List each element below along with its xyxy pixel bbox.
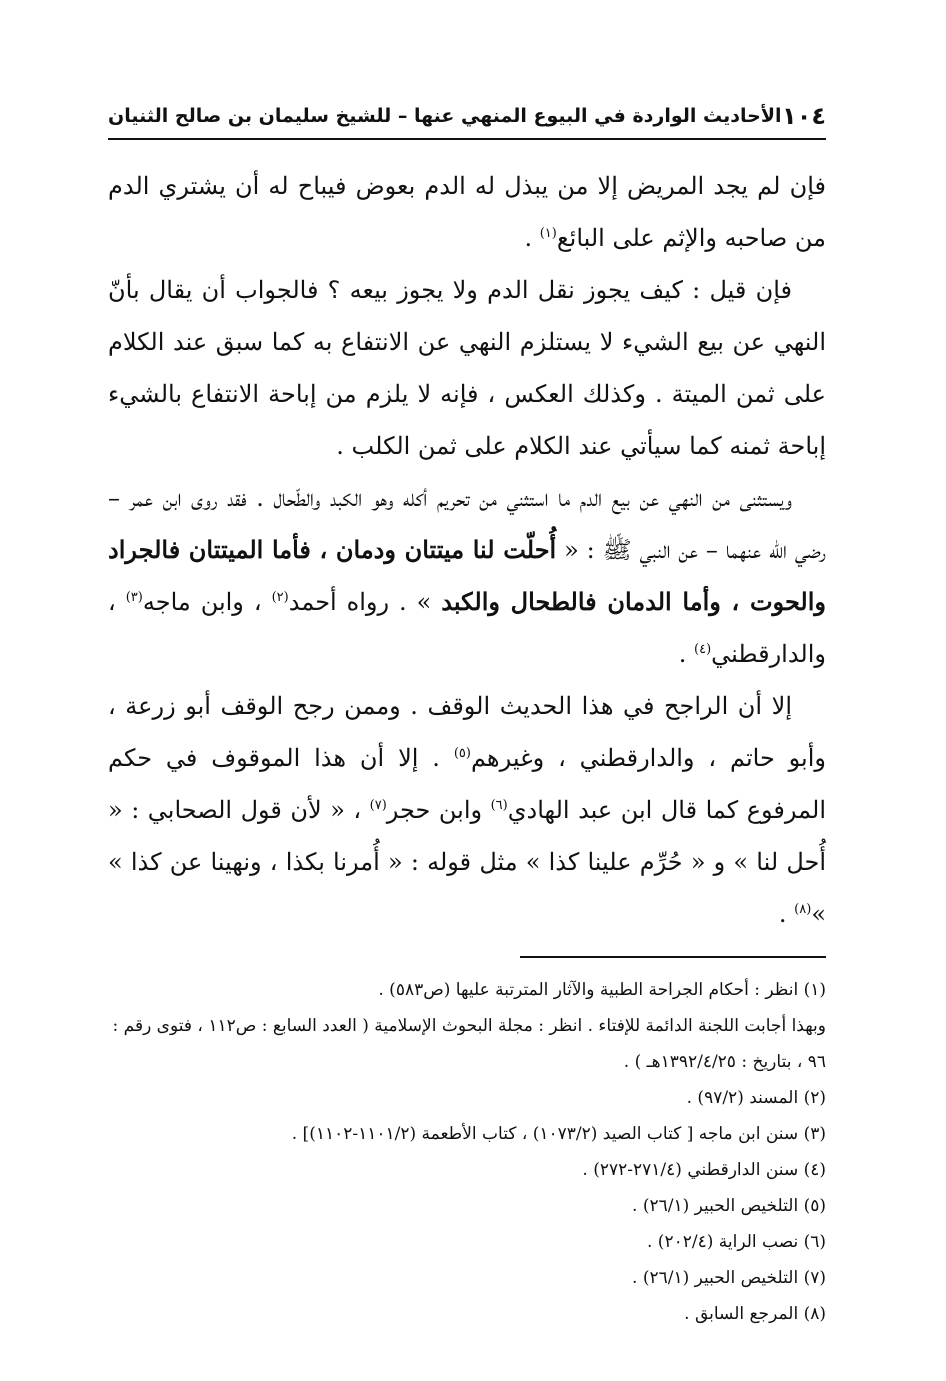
footnote-1-continuation: وبهذا أجابت اللجنة الدائمة للإفتاء . انظر : مجلة البحوث الإسلامية ( العدد السابع : ص١١٢ ، فتوى رقم : ٩٦ ، بتاريخ : ١٣٩٢/٤/٢٥هـ ) .	[112, 1016, 826, 1072]
hadith-text: أُحلّت لنا ميتتان ودمان ، فأما الميتتان فالجراد والحوت ، وأما الدمان فالطحال والكبد	[108, 535, 827, 616]
footnote-ref-8[interactable]: (٨)	[794, 902, 812, 917]
paragraph-2-text: فإن قيل : كيف يجوز نقل الدم ولا يجوز بيعه ؟ فالجواب أن يقال بأنّ النهي عن بيع الشيء لا يستلزم النهي عن الانتفاع به كما سبق عند الكلام على ثمن الميتة . وكذلك العكس ، فإنه لا يلزم من إباحة الانتفاع بالشيء إباحة ثمنه كما سيأتي عند الكلام على ثمن الكلب .	[108, 276, 826, 460]
paragraph-3	[108, 472, 826, 680]
paragraph-3-end: .	[678, 640, 695, 668]
running-title: الأحاديث الواردة في البيوع المنهي عنها – للشيخ سليمان بن صالح الثنيان	[108, 105, 782, 127]
book-page	[108, 96, 826, 1332]
paragraph-4-end: .	[778, 900, 795, 928]
paragraph-4	[108, 680, 826, 940]
paragraph-3-source: » . رواه أحمد	[288, 588, 442, 616]
footnote-ref-1[interactable]: (١)	[539, 226, 557, 241]
footnote-ref-4[interactable]: (٤)	[694, 642, 712, 657]
footnote-ref-2[interactable]: (٢)	[271, 590, 289, 605]
footnote-2: (٢) المسند (٩٧/٢) .	[686, 1088, 826, 1108]
footnote-8: (٨) المرجع السابق .	[684, 1304, 826, 1324]
footnote-1: (١) انظر : أحكام الجراحة الطبية والآثار المترتبة عليها (ص٥٨٣) .	[378, 980, 826, 1000]
footnote-6: (٦) نصب الراية (٢٠٢/٤) .	[647, 1232, 826, 1252]
paragraph-3-intro: ويستثنى من النهي عن بيع الدم ما استثني من تحريم أكله وهو الكبد والطّحال . فقد روى ابن عمر – رضي الله عنهما – عن النبي ﷺ : «	[108, 484, 827, 564]
paragraph-1	[108, 160, 826, 264]
paragraph-4-text: إلا أن الراجح في هذا الحديث الوقف . وممن رجح الوقف أبو زرعة ، وأبو حاتم ، والدارقطني ، وغيرهم	[108, 692, 826, 772]
footnote-5: (٥) التلخيص الحبير (٢٦/١) .	[632, 1196, 826, 1216]
footnote-7: (٧) التلخيص الحبير (٢٦/١) .	[632, 1268, 826, 1288]
footnote-ref-6[interactable]: (٦)	[490, 798, 508, 813]
footnote-ref-7[interactable]: (٧)	[369, 798, 387, 813]
paragraph-4-ibn-abd-alhadi: . إلا أن هذا الموقوف في حكم المرفوع كما قال ابن عبد الهادي	[108, 744, 826, 824]
footnote-ref-3[interactable]: (٣)	[125, 590, 143, 605]
footnote-3: (٣) سنن ابن ماجه [ كتاب الصيد (١٠٧٣/٢) ، كتاب الأطعمة (١١٠١/٢-١١٠٢)] .	[291, 1124, 826, 1144]
paragraph-4-quote: ، « لأن قول الصحابي : « أُحل لنا » و « حُرِّم علينا كذا » مثل قوله : « أُمرنا بكذا ، ونهينا عن كذا » »	[108, 796, 827, 928]
paragraph-1-end: .	[524, 224, 540, 252]
page-header	[108, 96, 826, 140]
footnote-4: (٤) سنن الدارقطني (٢٧١/٤-٢٧٢) .	[582, 1160, 826, 1180]
paragraph-1-text: فإن لم يجد المريض إلا من يبذل له الدم بعوض فيباح له أن يشتري الدم من صاحبه والإثم على البائع	[108, 172, 826, 252]
page-number: ١٠٤	[782, 102, 826, 130]
paragraph-3-ibn-majah: ، وابن ماجه	[142, 588, 272, 616]
footnotes	[108, 972, 826, 1332]
paragraph-2	[108, 264, 826, 472]
paragraph-4-ibn-hajar: وابن حجر	[386, 796, 491, 824]
footnote-divider	[520, 956, 826, 958]
paragraph-3-daraqutni: ، والدارقطني	[108, 588, 826, 668]
footnote-ref-5[interactable]: (٥)	[453, 746, 471, 761]
